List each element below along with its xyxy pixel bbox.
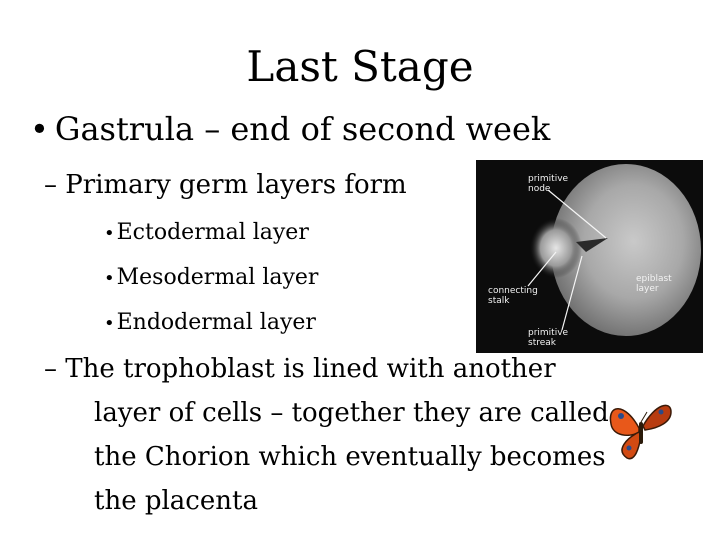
embryo-micrograph-image (476, 160, 703, 353)
bullet-dot: • (104, 313, 115, 334)
bullet-gastrula (30, 110, 550, 148)
label-primitive-streak: primitive streak (528, 328, 569, 348)
layer-item-endodermal (104, 310, 316, 335)
layer-label: Ectodermal layer (116, 220, 309, 245)
label-connecting-stalk: connecting stalk (488, 286, 538, 306)
layer-item-ectodermal (104, 220, 309, 245)
bullet-dot: • (104, 223, 115, 244)
embryo-micrograph (476, 160, 703, 353)
label-epiblast-layer: epiblast layer (636, 274, 672, 294)
sub-bullet-germ-layers (44, 170, 407, 200)
layer-label: Endodermal layer (116, 310, 316, 335)
sub-bullet-trophoblast-line2: layer of cells – together they are called (94, 398, 609, 428)
bullet-dot: • (30, 110, 49, 148)
slide-title: Last Stage (246, 42, 474, 91)
sub-bullet-text: Primary germ layers form (65, 170, 407, 200)
bullet-dot: • (104, 268, 115, 289)
butterfly-image (605, 398, 675, 464)
dash-marker: – (44, 170, 57, 200)
sub-bullet-text: The trophoblast is lined with another (65, 354, 556, 384)
dash-marker: – (44, 354, 57, 384)
label-primitive-node: primitive node (528, 174, 569, 194)
sub-bullet-trophoblast-line3: the Chorion which eventually becomes (94, 442, 606, 472)
butterfly-icon (605, 398, 675, 464)
layer-item-mesodermal (104, 265, 318, 290)
connecting-stalk-blob (530, 218, 582, 278)
sub-bullet-trophoblast-line1 (44, 354, 556, 384)
bullet-text: Gastrula – end of second week (54, 110, 551, 148)
sub-bullet-trophoblast-line4: the placenta (94, 486, 258, 516)
layer-label: Mesodermal layer (116, 265, 319, 290)
